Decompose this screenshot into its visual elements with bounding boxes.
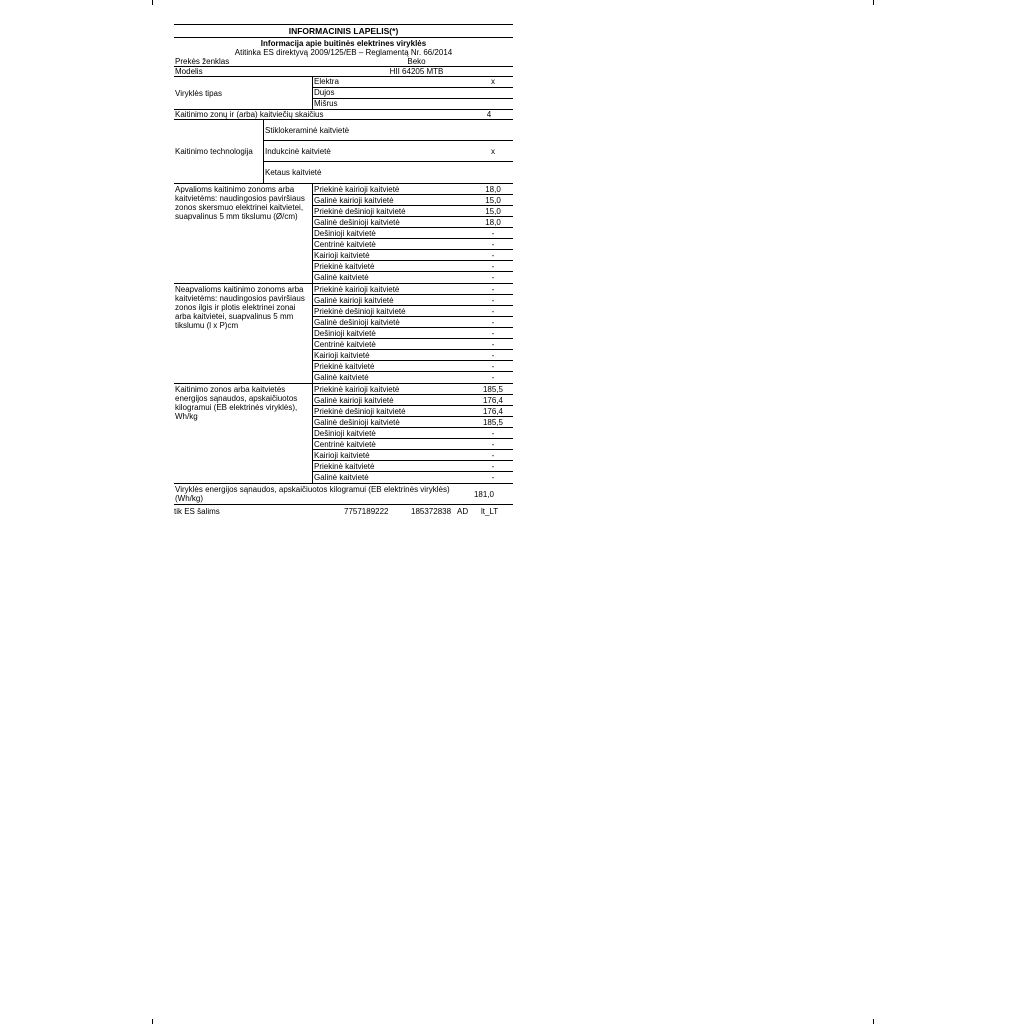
zone-value: - bbox=[491, 284, 495, 294]
zone-row bbox=[313, 328, 513, 339]
zone-value: - bbox=[491, 461, 495, 471]
zone-value: - bbox=[491, 250, 495, 260]
zone-row bbox=[313, 317, 513, 328]
zone-name: Priekinė dešinioji kaitvietė bbox=[314, 206, 406, 216]
round-zones-block bbox=[174, 184, 513, 284]
zone-value: - bbox=[491, 373, 495, 382]
zone-value: - bbox=[491, 450, 495, 460]
footer-code-2: 185372838 bbox=[411, 507, 452, 516]
round-zones-list bbox=[312, 184, 513, 283]
zone-name: Dešinioji kaitvietė bbox=[314, 328, 376, 338]
zone-name: Galinė kaitvietė bbox=[314, 473, 369, 482]
total-energy-row bbox=[174, 484, 513, 505]
energy-zones-label: Kaitinimo zonos arba kaitvietės energijos sąnaudos, apskaičiuotos kilogramui (EB elektrinės viryklės), Wh/kg bbox=[175, 385, 298, 421]
zone-value: 18,0 bbox=[485, 184, 501, 194]
total-energy-value: 181,0 bbox=[473, 489, 495, 499]
footer-code-3: AD bbox=[457, 507, 469, 516]
zone-value: - bbox=[491, 428, 495, 438]
sheet-directive: Atitinka ES direktyvą 2009/125/EB – Reglamentą Nr. 66/2014 bbox=[234, 48, 453, 57]
zone-value: - bbox=[491, 328, 495, 338]
zone-row bbox=[313, 350, 513, 361]
zone-name: Priekinė kairioji kaitvietė bbox=[314, 284, 400, 294]
zone-name: Galinė dešinioji kaitvietė bbox=[314, 417, 400, 427]
zone-name: Priekinė kairioji kaitvietė bbox=[314, 384, 400, 394]
model-label: Modelis bbox=[175, 67, 203, 76]
technology-block bbox=[174, 120, 513, 184]
zone-value: 185,5 bbox=[482, 417, 504, 427]
zone-name: Centrinė kaitvietė bbox=[314, 239, 376, 249]
zone-value: 176,4 bbox=[482, 395, 504, 405]
sheet-title: INFORMACINIS LAPELIS(*) bbox=[174, 24, 513, 38]
zone-row bbox=[313, 295, 513, 306]
zone-value: - bbox=[491, 306, 495, 316]
zone-row bbox=[313, 206, 513, 217]
technology-item: Stiklokeraminė kaitvietė bbox=[264, 120, 513, 141]
zone-value: - bbox=[491, 439, 495, 449]
zone-row bbox=[313, 361, 513, 372]
zone-name: Centrinė kaitvietė bbox=[314, 439, 376, 449]
zone-row bbox=[313, 195, 513, 206]
zone-name: Galinė kairioji kaitvietė bbox=[314, 395, 394, 405]
technology-label: Kaitinimo technologija bbox=[175, 147, 253, 156]
nonround-zones-list bbox=[312, 284, 513, 383]
zone-name: Galinė kaitvietė bbox=[314, 373, 369, 382]
zone-value: 15,0 bbox=[485, 206, 501, 216]
cooker-type-item: Elektra x bbox=[313, 77, 513, 88]
zone-value: - bbox=[491, 339, 495, 349]
zones-count-label: Kaitinimo zonų ir (arba) kaitviečių skaičius bbox=[175, 110, 324, 119]
zone-row bbox=[313, 439, 513, 450]
zone-row bbox=[313, 395, 513, 406]
zone-name: Dešinioji kaitvietė bbox=[314, 428, 376, 438]
zone-value: - bbox=[491, 361, 495, 371]
zone-name: Priekinė dešinioji kaitvietė bbox=[314, 306, 406, 316]
zone-row bbox=[313, 450, 513, 461]
zone-row bbox=[313, 428, 513, 439]
crop-mark-bottom-left bbox=[152, 1019, 153, 1024]
zone-value: - bbox=[491, 239, 495, 249]
cooker-type-item: Mišrus bbox=[314, 99, 338, 108]
zone-row bbox=[313, 306, 513, 317]
zone-name: Dešinioji kaitvietė bbox=[314, 228, 376, 238]
zone-row bbox=[313, 228, 513, 239]
zone-value: - bbox=[491, 350, 495, 360]
nonround-zones-block bbox=[174, 284, 513, 384]
zone-row bbox=[313, 461, 513, 472]
brand-row bbox=[174, 57, 513, 67]
technology-item: Ketaus kaitvietė bbox=[265, 168, 322, 177]
zone-name: Galinė dešinioji kaitvietė bbox=[314, 317, 400, 327]
zone-value: - bbox=[491, 317, 495, 327]
zone-row bbox=[313, 284, 513, 295]
zone-value: - bbox=[491, 473, 495, 482]
zone-value: - bbox=[491, 261, 495, 271]
technology-item: Indukcinė kaitvietė x bbox=[264, 141, 513, 162]
model-row bbox=[174, 67, 513, 77]
information-sheet bbox=[174, 24, 513, 516]
zone-name: Kairioji kaitvietė bbox=[314, 350, 370, 360]
crop-mark-bottom-right bbox=[873, 1019, 874, 1024]
zone-row bbox=[313, 417, 513, 428]
zone-value: 18,0 bbox=[485, 217, 501, 227]
zone-value: 15,0 bbox=[485, 195, 501, 205]
zone-value: - bbox=[491, 228, 495, 238]
brand-label: Prekės ženklas bbox=[175, 57, 230, 66]
zone-name: Centrinė kaitvietė bbox=[314, 339, 376, 349]
zone-row bbox=[313, 261, 513, 272]
energy-zones-list bbox=[312, 384, 513, 483]
zone-row bbox=[313, 472, 513, 483]
zones-count-row bbox=[174, 110, 513, 120]
sheet-footer bbox=[174, 505, 513, 516]
zone-value: 176,4 bbox=[482, 406, 504, 416]
zone-value: 185,5 bbox=[482, 384, 504, 394]
zone-name: Priekinė kaitvietė bbox=[314, 361, 375, 371]
cooker-type-list bbox=[312, 77, 513, 109]
crop-mark-top-left bbox=[152, 0, 153, 5]
zone-row bbox=[313, 250, 513, 261]
zone-row bbox=[313, 217, 513, 228]
round-zones-label: Apvalioms kaitinimo zonoms arba kaitvietėms: naudingosios paviršiaus zonos skersmuo elektrinei kaitvietei, suapvalinus 5 mm tikslumu (Ø/cm) bbox=[175, 185, 305, 221]
zone-row bbox=[313, 372, 513, 383]
energy-zones-block bbox=[174, 384, 513, 484]
zone-name: Priekinė kaitvietė bbox=[314, 261, 375, 271]
model-value: HII 64205 MTB bbox=[389, 67, 444, 76]
nonround-zones-label: Neapvalioms kaitinimo zonoms arba kaitvietėms: naudingosios paviršiaus zonos ilgis ir plotis elektrinei zonai arba kaitvietei, suapvalinus 5 mm tikslumu (l x P)cm bbox=[175, 285, 305, 330]
zone-row bbox=[313, 272, 513, 283]
zone-value: - bbox=[491, 273, 495, 282]
zone-name: Galinė dešinioji kaitvietė bbox=[314, 217, 400, 227]
brand-value: Beko bbox=[407, 57, 426, 66]
zone-value: - bbox=[491, 295, 495, 305]
zone-name: Kairioji kaitvietė bbox=[314, 250, 370, 260]
zone-name: Galinė kaitvietė bbox=[314, 273, 369, 282]
total-energy-label: Viryklės energijos sąnaudos, apskaičiuotos kilogramui (EB elektrinės viryklės) (Wh/kg) bbox=[175, 485, 450, 503]
zone-name: Priekinė kaitvietė bbox=[314, 461, 375, 471]
cooker-type-label: Viryklės tipas bbox=[175, 88, 222, 98]
footer-region: tik ES šalims bbox=[174, 507, 220, 516]
zone-name: Galinė kairioji kaitvietė bbox=[314, 195, 394, 205]
zones-count-value: 4 bbox=[486, 110, 492, 119]
sheet-subtitle: Informacija apie buitinės elektrines viryklės bbox=[260, 39, 427, 48]
footer-language: lt_LT bbox=[481, 507, 499, 516]
zone-row bbox=[313, 239, 513, 250]
cooker-type-item: Dujos bbox=[313, 88, 513, 99]
zone-name: Priekinė kairioji kaitvietė bbox=[314, 184, 400, 194]
crop-mark-top-right bbox=[873, 0, 874, 5]
zone-row bbox=[313, 406, 513, 417]
zone-name: Galinė kairioji kaitvietė bbox=[314, 295, 394, 305]
zone-row bbox=[313, 339, 513, 350]
zone-row bbox=[313, 384, 513, 395]
technology-list bbox=[263, 120, 513, 183]
zone-row bbox=[313, 184, 513, 195]
cooker-type-block bbox=[174, 77, 513, 110]
zone-name: Kairioji kaitvietė bbox=[314, 450, 370, 460]
footer-code-1: 7757189222 bbox=[344, 507, 389, 516]
zone-name: Priekinė dešinioji kaitvietė bbox=[314, 406, 406, 416]
